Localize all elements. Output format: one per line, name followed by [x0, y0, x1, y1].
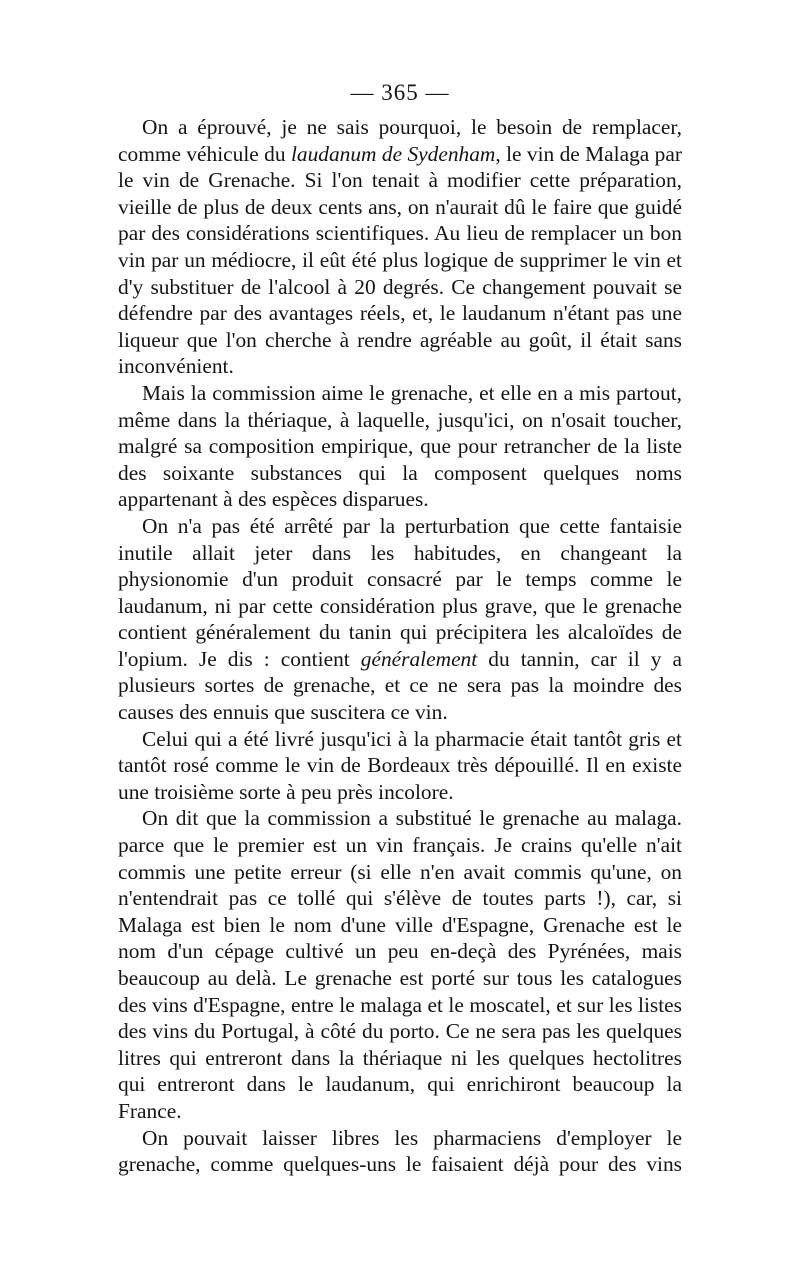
paragraph-french-wine: On dit que la commission a substitué le grenache au malaga. parce que le premier est un vin français. Je crains qu'elle n'ait commis une petite erreur (si elle n'en avait commis qu'une, on n'entendrait pas ce tollé qui s'élève de toutes parts !), car, si Malaga est bien le nom d'une ville d'Espagne, Grenache est le nom d'un cépage cultivé un peu en-deçà des Pyrénées, mais beaucoup au delà. Le grenache est porté sur tous les catalogues des vins d'Espagne, entre le malaga et le moscatel, et sur les listes des vins du Portugal, à côté du porto. Ce ne sera pas les quelques litres qui entreront dans la thériaque ni les quelques hectolitres qui entreront dans le laudanum, qui enrichiront beaucoup la France. — [118, 806, 682, 1123]
paragraph-commission-grenache: Mais la commission aime le grenache, et elle en a mis partout, même dans la thériaque, à laquelle, jusqu'ici, on n'osait toucher, malgré sa composition empirique, que pour retrancher de la liste des soixante substances qui la composent quelques noms appartenant à des espèces disparues. — [118, 380, 682, 512]
paragraph-perturbation — [118, 513, 682, 726]
paragraph-text: , le vin de Malaga par le vin de Grenache. Si l'on tenait à modifier cette préparation, vieille de plus de deux cents ans, on n'aurait dû le faire que guidé par des considérations scientifiques. Au lieu de remplacer un bon vin par un médiocre, il eût été plus logique de supprimer le vin et d'y substituer de l'alcool à 20 degrés. Ce changement pouvait se défendre par des avantages réels, et, le laudanum n'étant pas une liqueur que l'on cherche à rendre agréable au goût, il était sans inconvénient. — [118, 141, 682, 379]
paragraph-text: On a éprouvé, je ne sais pourquoi, le besoin de remplacer, comme véhicule du — [118, 115, 682, 166]
paragraph-wine-colour: Celui qui a été livré jusqu'ici à la pharmacie était tantôt gris et tantôt rosé comme le vin de Bordeaux très dépouillé. Il en existe une troisième sorte à peu près incolore. — [118, 726, 682, 804]
paragraph-laudanum-vehicle — [118, 114, 682, 380]
page-number: — 365 — — [350, 80, 450, 105]
book-page — [118, 78, 682, 1178]
paragraph-pharmacists: On pouvait laisser libres les pharmaciens d'employer le grenache, comme quelques-uns le faisaient déjà pour des vins — [118, 1125, 682, 1177]
italic-generalement: généralement — [360, 646, 478, 671]
paragraph-text: du tannin, car il y a plusieurs sortes de grenache, et ce ne sera pas la moindre des causes des ennuis que suscitera ce vin. — [118, 646, 682, 725]
paragraph-text: On n'a pas été arrêté par la perturbation que cette fantaisie inutile allait jeter dans les habitudes, en changeant la physionomie d'un produit consacré par le temps comme le laudanum, ni par cette considération plus grave, que le grenache contient généralement du tanin qui précipitera les alcaloïdes de l'opium. Je dis : contient — [118, 513, 682, 671]
italic-title-laudanum: laudanum de Sydenham — [290, 141, 496, 166]
